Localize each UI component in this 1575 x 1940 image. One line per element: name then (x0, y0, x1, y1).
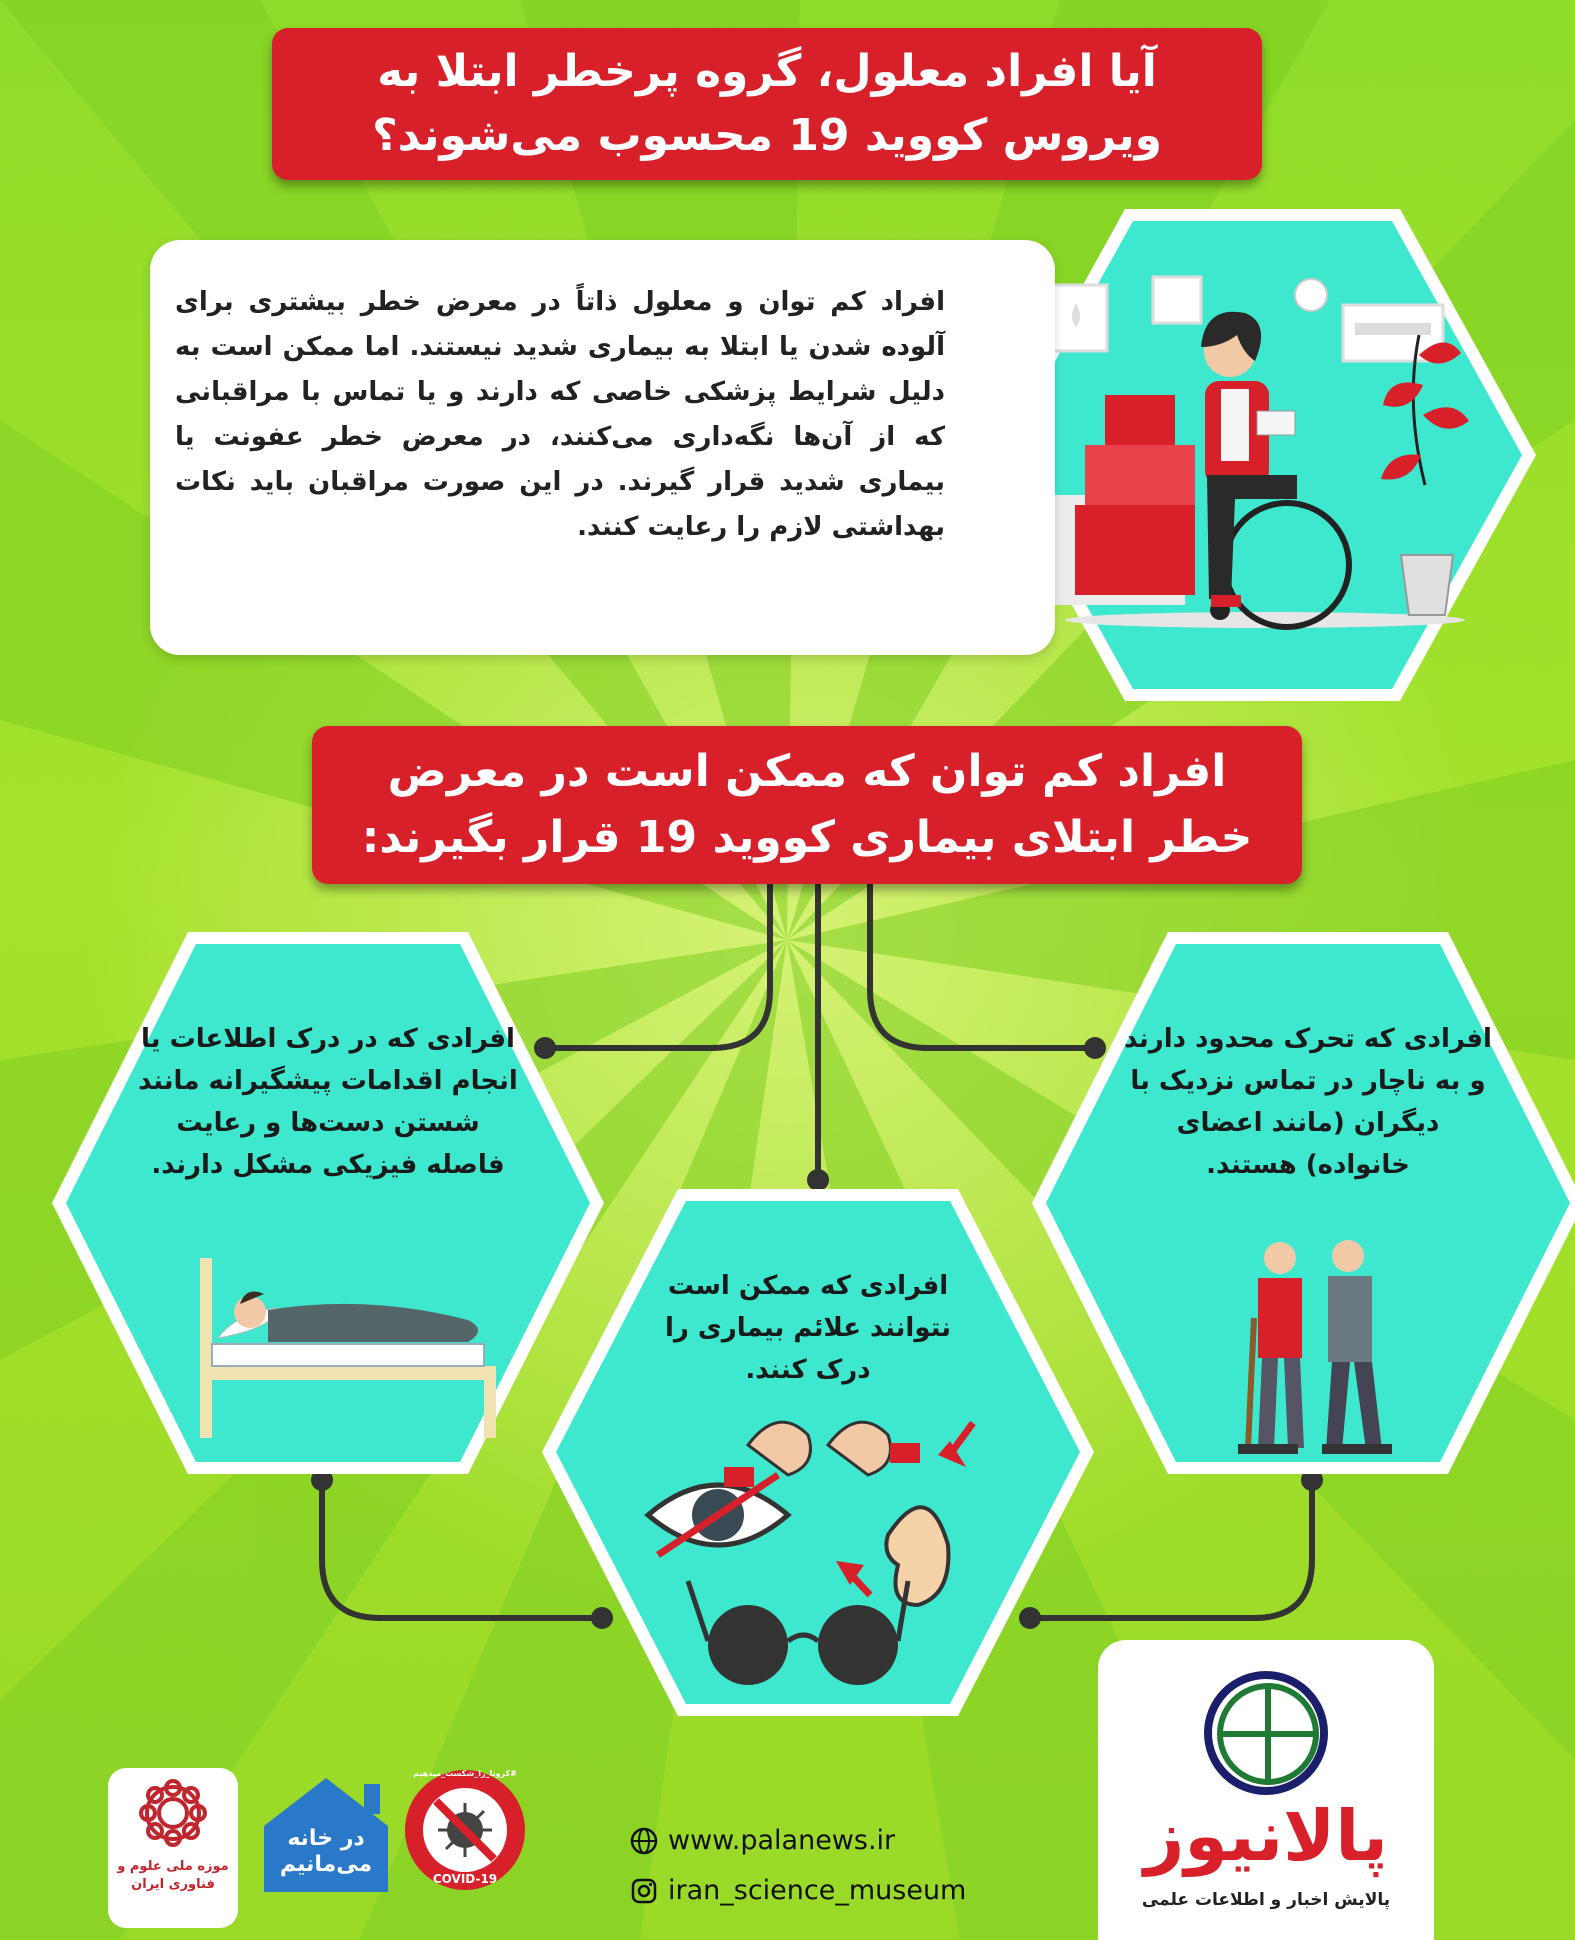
subtitle-banner (312, 726, 1302, 884)
museum-emblem-icon (138, 1778, 208, 1848)
instagram-link[interactable] (630, 1875, 966, 1906)
subtitle-line1: افراد کم توان که ممکن است در معرض (387, 746, 1227, 797)
stay-home-text: در خانه می‌مانیم (279, 1826, 373, 1877)
website-link[interactable] (630, 1825, 895, 1856)
top-hexagon (985, 205, 1540, 705)
museum-name: موزه ملی علوم و فناوری ایران (117, 1859, 229, 1892)
brand-name: پالانیوز (1144, 1795, 1388, 1877)
intro-text: افراد کم توان و معلول ذاتاً در معرض خطر بیشتری برای آلوده شدن یا ابتلا به بیماری شدید نیستند. اما ممکن است به دلیل شرایط پزشکی خاصی که دارند و یا تماس با مراقبانی که از آن‌ها نگه‌داری می‌کنند، در معرض خطر عفونت یا بیماری شدید قرار گیرند. در این صورت مراقبان باید نکات بهداشتی لازم را رعایت کنند. (175, 287, 945, 542)
group-right-text: افرادی که تحرک محدود دارند و به ناچار در تماس نزدیک با دیگران (مانند اعضای خانواده) هستند. (1124, 1024, 1492, 1180)
brand-tagline: پالایش اخبار و اطلاعات علمی (1141, 1890, 1391, 1910)
right-hexagon (1028, 928, 1575, 1478)
museum-logo (108, 1768, 238, 1928)
wheelchair-woman-illustration (1025, 265, 1495, 645)
subtitle-line2: خطر ابتلای بیماری کووید 19 قرار بگیرند: (361, 812, 1253, 863)
brand-logo-card (1098, 1640, 1434, 1940)
instagram-icon (630, 1877, 658, 1905)
globe-icon (630, 1827, 658, 1855)
globe-logo-icon (1196, 1668, 1336, 1798)
main-title-line2: ویروس کووید 19 محسوب می‌شوند؟ (372, 110, 1162, 161)
left-hexagon (48, 928, 608, 1478)
main-title-line1: آیا افراد معلول، گروه پرخطر ابتلا به (377, 46, 1157, 97)
covid-badge (400, 1765, 530, 1895)
intro-card (150, 240, 1055, 655)
walking-elderly-illustration (1218, 1238, 1398, 1458)
stay-home-badge (252, 1770, 400, 1900)
covid-badge-ring-text: #کرونا_را_شکست_میدهیم (413, 1769, 517, 1778)
bed-patient-illustration (188, 1258, 508, 1438)
covid-badge-text: COVID-19 (432, 1872, 498, 1886)
center-hexagon (538, 1185, 1098, 1720)
instagram-text: iran_science_museum (668, 1875, 967, 1906)
senses-illustration (628, 1395, 1028, 1695)
website-text: www.palanews.ir (668, 1825, 896, 1856)
main-title (272, 28, 1262, 180)
group-center-text: افرادی که ممکن است نتوانند علائم بیماری را درک کنند. (664, 1271, 952, 1385)
group-left-text: افرادی که در درک اطلاعات یا انجام اقدامات پیشگیرانه مانند شستن دست‌ها و رعایت فاصله فیزیکی مشکل دارند. (138, 1024, 518, 1180)
